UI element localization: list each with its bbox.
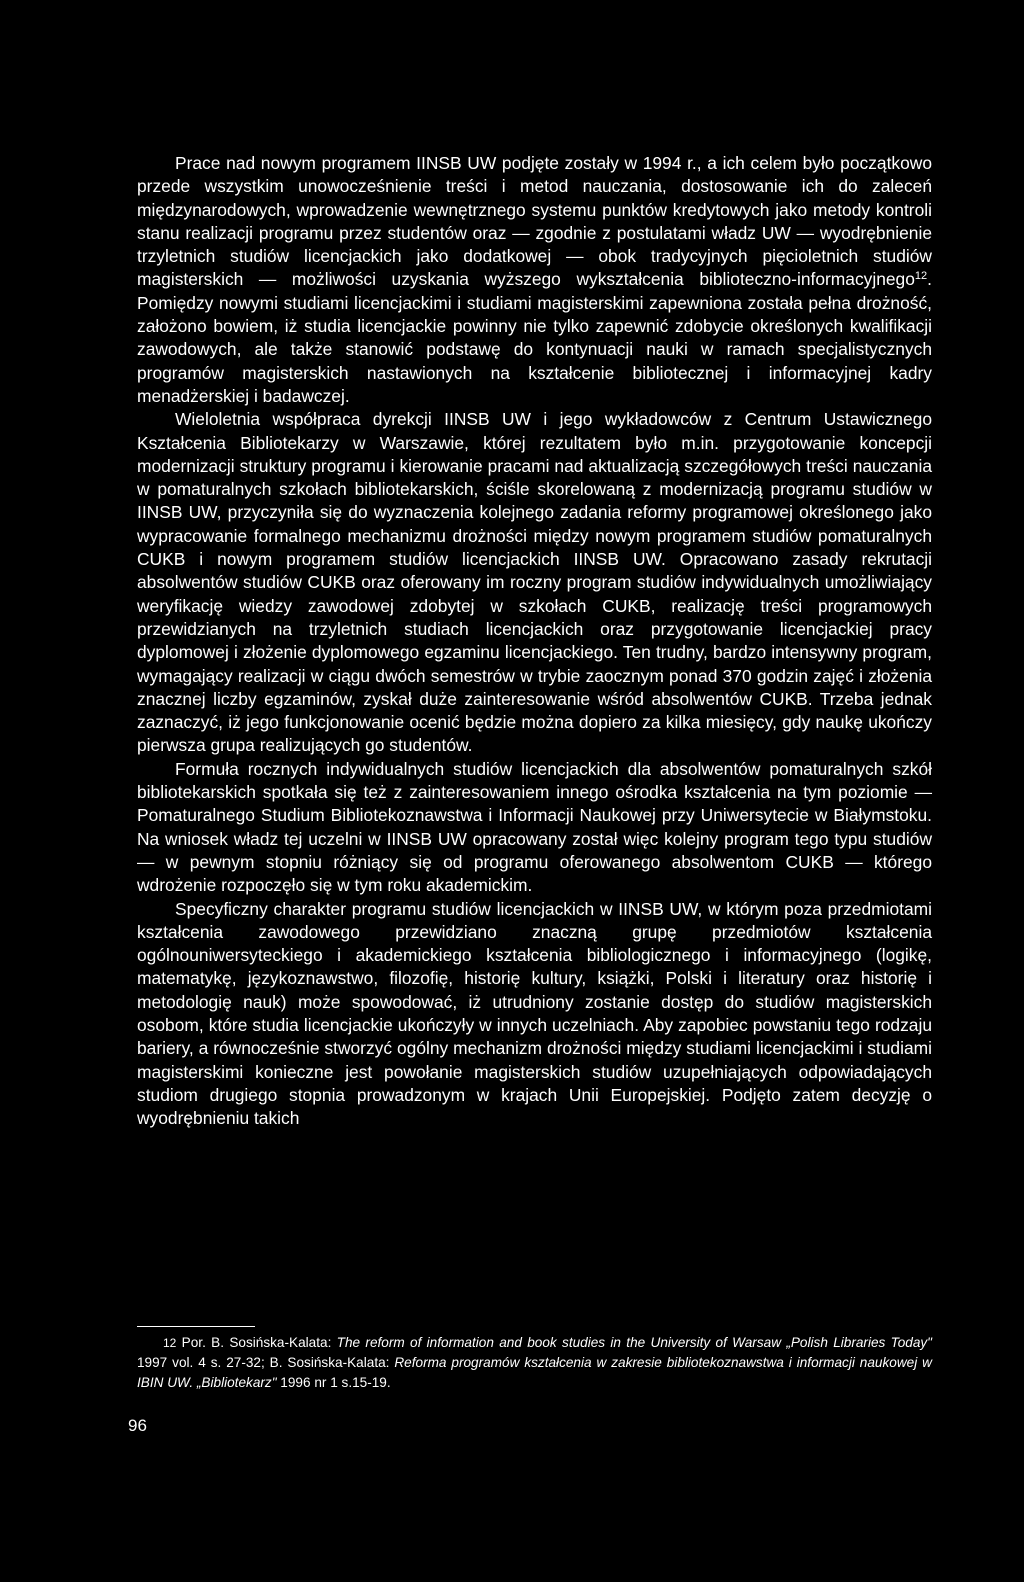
- footnote-text-2: 1997 vol. 4 s. 27-32; B. Sosińska-Kalata:: [137, 1355, 395, 1370]
- footnote-separator: [137, 1326, 255, 1327]
- paragraph-1: [137, 152, 932, 408]
- footnote-reference: 12: [914, 270, 928, 283]
- page-number: 96: [128, 1416, 147, 1435]
- footnote: [137, 1333, 932, 1393]
- footnote-title-1: The reform of information and book studies in the University of Warsaw „Polish Libraries Today": [336, 1335, 933, 1350]
- paragraph-3: Formuła rocznych indywidualnych studiów licencjackich dla absolwentów pomaturalnych szkół bibliotekarskich spotkała się też z zainteresowaniem innego ośrodka kształcenia na tym poziomie — Pomaturalnego Studium Bibliotekoznawstwa i Informacji Naukowej przy Uniwersytecie w Białymstoku. Na wniosek władz tej uczelni w IINSB UW opracowany został więc kolejny program tego typu studiów — w pewnym stopniu różniący się od programu oferowanego absolwentom CUKB — którego wdrożenie rozpoczęło się w tym roku akademickim.: [137, 758, 932, 896]
- paragraph-2: Wieloletnia współpraca dyrekcji IINSB UW i jego wykładowców z Centrum Ustawicznego Kształcenia Bibliotekarzy w Warszawie, której rezultatem było m.in. przygotowanie koncepcji modernizacji struktury programu i kierowanie pracami nad aktualizacją szczegółowych treści nauczania w pomaturalnych szkołach bibliotekarskich, ściśle skorelowaną z modernizacją programu studiów w IINSB UW, przyczyniła się do wyznaczenia kolejnego zadania reformy programowej określonego jako wypracowanie formalnego mechanizmu drożności między nowym programem studiów pomaturalnych CUKB i nowym programem studiów licencjackich IINSB UW. Opracowano zasady rekrutacji absolwentów studiów CUKB oraz oferowany im roczny program studiów indywidualnych umożliwiający weryfikację wiedzy zawodowej zdobytej w szkołach CUKB, realizację treści programowych przewidzianych na trzyletnich studiach licencjackich oraz przygotowanie licencjackiej pracy dyplomowej i złożenie dyplomowego egzaminu licencjackiego. Ten trudny, bardzo intensywny program, wymagający realizacji w ciągu dwóch semestrów w trybie zaocznym ponad 370 godzin zajęć i złożenia znacznej liczby egzaminów, zyskał duże zainteresowanie wśród absolwentów CUKB. Trzeba jednak zaznaczyć, iż jego funkcjonowanie ocenić będzie można dopiero za kilka miesięcy, gdy naukę ukończy pierwsza grupa realizujących go studentów.: [137, 409, 932, 756]
- footnote-text-3: 1996 nr 1 s.15-19.: [276, 1375, 391, 1390]
- page-body: [137, 152, 932, 1130]
- footnote-title-2: Reforma programów kształcenia w zakresie bibliotekoznawstwa i informacji naukowej w IBIN UW. „Bibliotekarz": [137, 1355, 932, 1390]
- paragraph-1-text-b: . Pomiędzy nowymi studiami licencjackimi i studiami magisterskimi zapewniona została pełna drożność, założono bowiem, iż studia licencjackie powinny nie tylko zapewnić zdobycie określonych kwalifikacji zawodowych, ale także stanowić podstawę do kontynuacji nauki w ramach specjalistycznych programów magisterskich nastawionych na kształcenie bibliotecznej i informacyjnej kadry menadżerskiej i badawczej.: [137, 269, 932, 406]
- paragraph-1-text-a: Prace nad nowym programem IINSB UW podjęte zostały w 1994 r., a ich celem było początkowo przede wszystkim unowocześnienie treści i metod nauczania, dostosowanie ich do zaleceń międzynarodowych, wprowadzenie wewnętrznego systemu punktów kredytowych jako metody kontroli stanu realizacji programu przez studentów oraz — zgodnie z postulatami władz UW — wyodrębnienie trzyletnich studiów licencjackich jako dodatkowej — obok tradycyjnych pięcioletnich studiów magisterskich — możliwości uzyskania wyższego wykształcenia biblioteczno-informacyjnego: [137, 153, 932, 290]
- footnote-number: 12: [163, 1336, 177, 1350]
- paragraph-4: Specyficzny charakter programu studiów licencjackich w IINSB UW, w którym poza przedmiotami kształcenia zawodowego przewidziano znaczną grupę przedmiotów kształcenia ogólnouniwersyteckiego i akademickiego kształcenia bibliologicznego i informacyjnego (logikę, matematykę, językoznawstwo, filozofię, historię kultury, książki, Polski i literatury oraz historię i metodologię nauk) może spowodować, iż utrudniony zostanie dostęp do studiów magisterskich osobom, które studia licencjackie ukończyły w innych uczelniach. Aby zapobiec powstaniu tego rodzaju bariery, a równocześnie stworzyć ogólny mechanizm drożności między studiami licencjackimi i studiami magisterskimi konieczne jest powołanie magisterskich studiów uzupełniających odpowiadających studiom drugiego stopnia prowadzonym w krajach Unii Europejskiej. Podjęto zatem decyzję o wyodrębnieniu takich: [137, 898, 932, 1129]
- footnote-text-1: Por. B. Sosińska-Kalata:: [176, 1335, 337, 1350]
